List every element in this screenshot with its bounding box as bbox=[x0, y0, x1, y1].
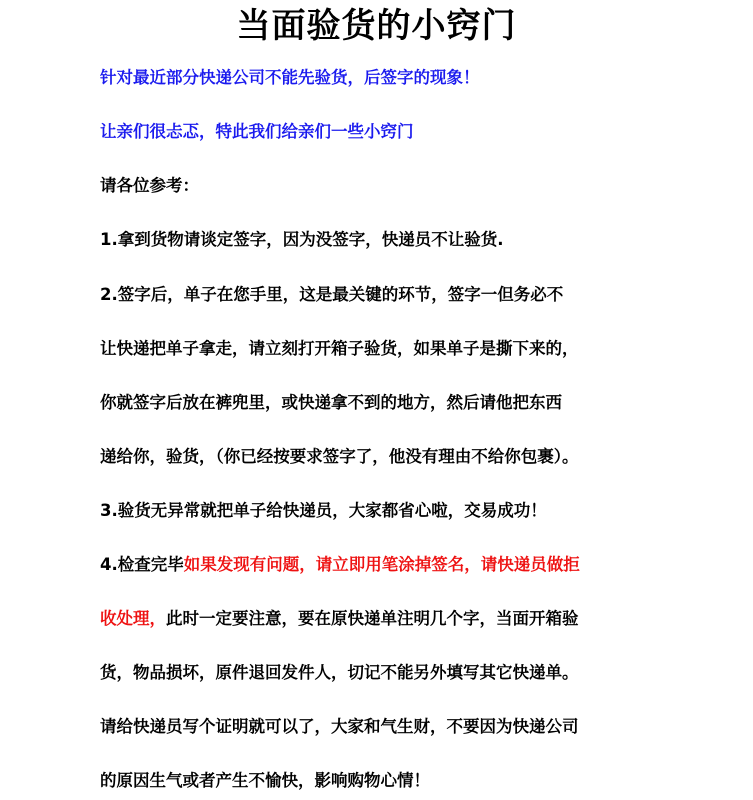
page-title: 当面验货的小窍门 bbox=[236, 6, 517, 46]
step-2-line-4: 递给你，验货，（你已经按要求签字了，他没有理由不给你包裹）。 bbox=[100, 447, 579, 466]
step-4-line-2 bbox=[100, 608, 579, 630]
step-4-line-5: 的原因生气或者产生不愉快，影响购物心情！ bbox=[100, 771, 430, 790]
step-2-line-1: 2.签字后，单子在您手里，这是最关键的环节，签字一但务必不 bbox=[100, 285, 564, 304]
step-2-line-2: 让快递把单子拿走，请立刻打开箱子验货，如果单子是撕下来的， bbox=[100, 339, 579, 358]
intro-line: 请各位参考： bbox=[100, 176, 199, 195]
step-4-suffix: 此时一定要注意，要在原快递单注明几个字，当面开箱验 bbox=[166, 609, 579, 628]
step-4-line-1 bbox=[100, 554, 580, 576]
step-3-line: 3.验货无异常就把单子给快递员，大家都省心啦，交易成功！ bbox=[100, 501, 547, 520]
step-4-line-3: 货，物品损坏，原件退回发件人，切记不能另外填写其它快递单。 bbox=[100, 663, 579, 682]
notice-line-1: 针对最近部分快递公司不能先验货，后签字的现象！ bbox=[100, 68, 480, 87]
step-4-warning-cont: 收处理， bbox=[100, 609, 166, 628]
step-4-line-4: 请给快递员写个证明就可以了，大家和气生财，不要因为快递公司 bbox=[100, 717, 579, 736]
notice-line-2: 让亲们很忐忑，特此我们给亲们一些小窍门 bbox=[100, 122, 414, 141]
step-2-line-3: 你就签字后放在裤兜里，或快递拿不到的地方，然后请他把东西 bbox=[100, 393, 562, 412]
step-1-line: 1.拿到货物请谈定签字，因为没签字，快递员不让验货. bbox=[100, 230, 504, 249]
step-4-prefix: 4.检查完毕 bbox=[100, 555, 184, 574]
step-4-warning: 如果发现有问题，请立即用笔涂掉签名，请快递员做拒 bbox=[183, 555, 580, 574]
